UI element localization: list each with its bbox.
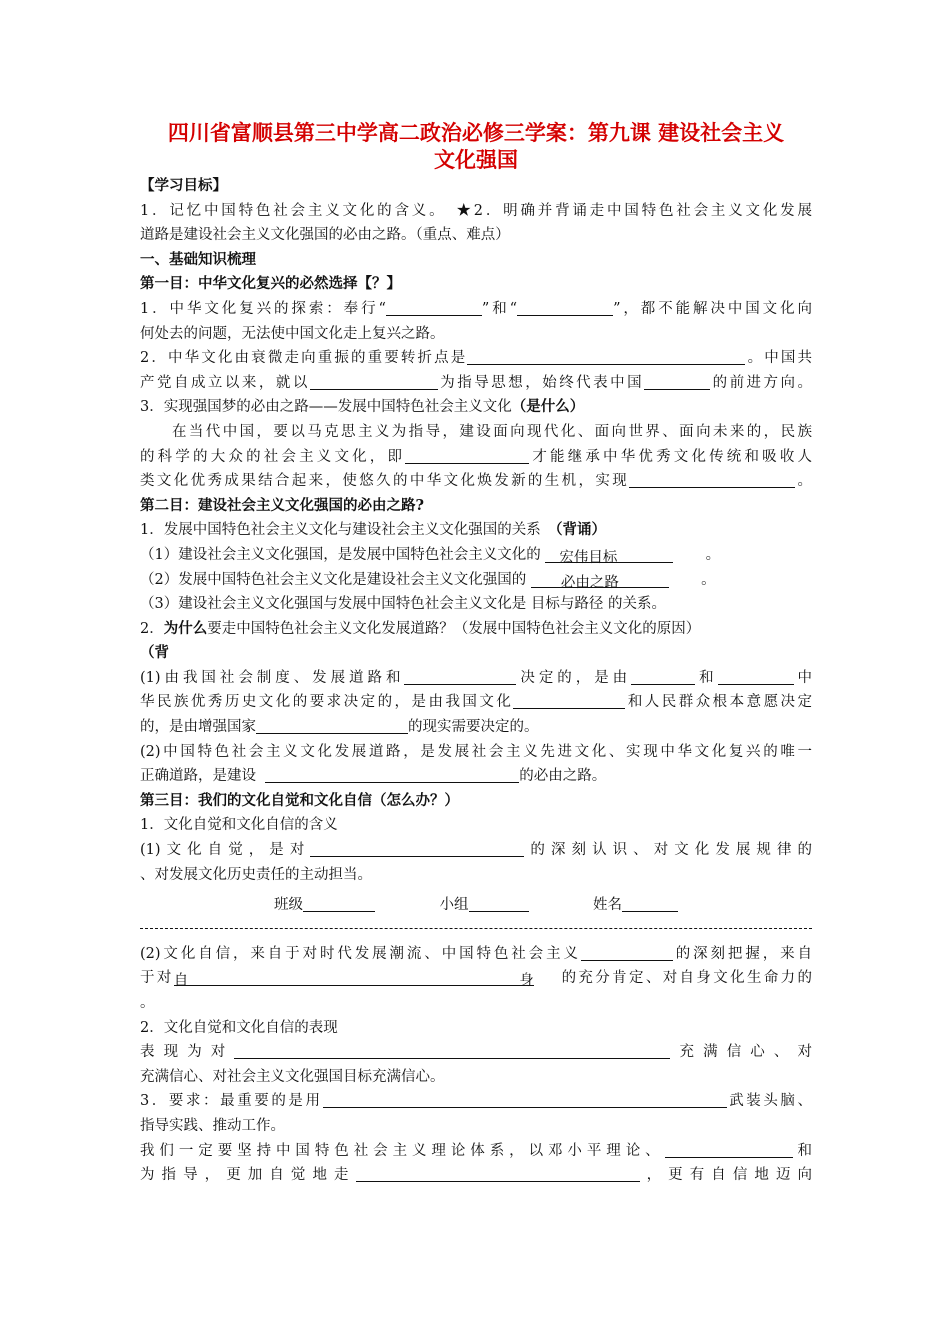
fill-blank[interactable] — [256, 717, 408, 734]
text-line: 3．实现强国梦的必由之路——发展中国特色社会主义文化（是什么） — [140, 398, 585, 416]
text-line: 指导实践、推动工作。 — [140, 1117, 285, 1134]
fill-blank[interactable] — [234, 1042, 670, 1059]
group-blank[interactable] — [469, 895, 529, 912]
text-line: 我们一定要坚持中国特色社会主义理论体系，以邓小平理论、 和 — [140, 1142, 813, 1159]
fill-blank[interactable] — [310, 373, 438, 390]
fill-blank[interactable] — [581, 944, 673, 961]
student-info-footer: 班级 小组 姓名 — [140, 893, 812, 918]
section-heading-3: 第三目：我们的文化自觉和文化自信（怎么办？） — [140, 791, 459, 809]
fill-blank[interactable] — [323, 1091, 727, 1108]
text-line: 表现为对 充满信心、对 — [140, 1044, 813, 1061]
fill-blank[interactable] — [631, 668, 695, 685]
text-line: 1．文化自觉和文化自信的含义 — [140, 817, 338, 834]
fill-blank[interactable] — [629, 471, 795, 488]
section-heading-2: 第二目：建设社会主义文化强国的必由之路? — [140, 496, 424, 514]
text-line: （背 — [140, 644, 169, 662]
text-line: 3．要求：最重要的是用 武装头脑、 — [140, 1093, 813, 1110]
text-line: 充满信心、对社会主义文化强国目标充满信心。 — [140, 1068, 445, 1085]
text-line: (1)文化自觉，是对 的深刻认识、对文化发展规律的 — [140, 842, 812, 859]
title-line-2: 文化强国 — [434, 148, 518, 172]
text-line: 的科学的大众的社会主义文化，即 才能继承中华优秀文化传统和吸收人 — [140, 448, 813, 465]
section-heading-1: 第一目：中华文化复兴的必然选择【？】 — [140, 275, 401, 293]
fill-blank[interactable] — [265, 766, 519, 783]
fill-blank[interactable] — [386, 299, 482, 316]
filled-answer[interactable]: 必由之路 — [531, 571, 669, 588]
fill-blank[interactable] — [718, 668, 794, 685]
fill-blank[interactable] — [644, 373, 710, 390]
goal-line: 1．记忆中国特色社会主义文化的含义。 ★2．明确并背诵走中国特色社会主义文化发展 — [140, 202, 812, 219]
fill-blank[interactable] — [665, 1141, 793, 1158]
text-line: 何处去的问题，无法使中国文化走上复兴之路。 — [140, 325, 445, 342]
text-line: (2)中国特色社会主义文化发展道路，是发展社会主义先进文化、实现中华文化复兴的唯一 — [140, 743, 812, 760]
filled-answer[interactable]: 自身 — [174, 969, 534, 986]
text-line: 2．为什么要走中国特色社会主义文化发展道路？（发展中国特色社会主义文化的原因） — [140, 619, 701, 637]
fill-blank[interactable] — [404, 668, 516, 685]
text-line: 。 — [140, 995, 155, 1011]
goals-heading: 【学习目标】 — [140, 177, 227, 194]
text-line: 类文化优秀成果结合起来，使悠久的中华文化焕发新的生机，实现 。 — [140, 473, 813, 490]
text-line: 1．中华文化复兴的探索：奉行“ ”和“ ”，都不能解决中国文化向 — [140, 300, 813, 317]
text-line: （1）建设社会主义文化强国，是发展中国特色社会主义文化的 宏伟目标 。 — [140, 546, 721, 566]
text-line: (2)文化自信，来自于对时代发展潮流、中国特色社会主义 的深刻把握，来自 — [140, 945, 812, 962]
text-line: (1)由我国社会制度、发展道路和 决定的，是由 和 中 — [140, 669, 813, 686]
text-line: 2．文化自觉和文化自信的表现 — [140, 1019, 338, 1036]
worksheet-page — [140, 120, 812, 1188]
text-line: 于对自身 的充分肯定、对自身文化生命力的 — [140, 970, 813, 990]
text-line: 产党自成立以来，就以 为指导思想，始终代表中国 的前进方向。 — [140, 374, 813, 391]
text-line: 1．发展中国特色社会主义文化与建设社会主义文化强国的关系 （背诵） — [140, 521, 606, 539]
fill-blank[interactable] — [405, 447, 529, 464]
class-blank[interactable] — [303, 895, 375, 912]
fill-blank[interactable] — [513, 692, 625, 709]
text-line: 在当代中国，要以马克思主义为指导，建设面向现代化、面向世界、面向未来的，民族 — [172, 423, 812, 440]
text-line: （3）建设社会主义文化强国与发展中国特色社会主义文化是 目标与路径 的关系。 — [140, 596, 666, 613]
fill-blank[interactable] — [356, 1165, 640, 1182]
text-line: （2）发展中国特色社会主义文化是建设社会主义文化强国的 必由之路 。 — [140, 571, 716, 591]
text-line: 、对发展文化历史责任的主动担当。 — [140, 866, 372, 883]
name-blank[interactable] — [622, 895, 678, 912]
fill-blank[interactable] — [467, 348, 745, 365]
text-line: 为指导，更加自觉地走 ，更有自信地迈向 — [140, 1167, 813, 1184]
part-heading: 一、基础知识梳理 — [140, 250, 256, 268]
fill-blank[interactable] — [517, 299, 613, 316]
cut-line-divider — [140, 928, 812, 930]
text-line: 2．中华文化由衰微走向重振的重要转折点是 。中国共 — [140, 350, 812, 367]
filled-answer[interactable]: 宏伟目标 — [545, 546, 673, 563]
text-line: 正确道路，是建设 的必由之路。 — [140, 768, 607, 785]
title-line-1: 四川省富顺县第三中学高二政治必修三学案：第九课 建设社会主义 — [167, 121, 785, 145]
fill-blank[interactable] — [310, 840, 524, 857]
answer-text: 目标与路径 — [530, 596, 604, 613]
goal-line: 道路是建设社会主义文化强国的必由之路。（重点、难点） — [140, 227, 510, 244]
text-line: 的，是由增强国家 的现实需要决定的。 — [140, 719, 539, 736]
text-line: 华民族优秀历史文化的要求决定的，是由我国文化 和人民群众根本意愿决定 — [140, 694, 813, 711]
